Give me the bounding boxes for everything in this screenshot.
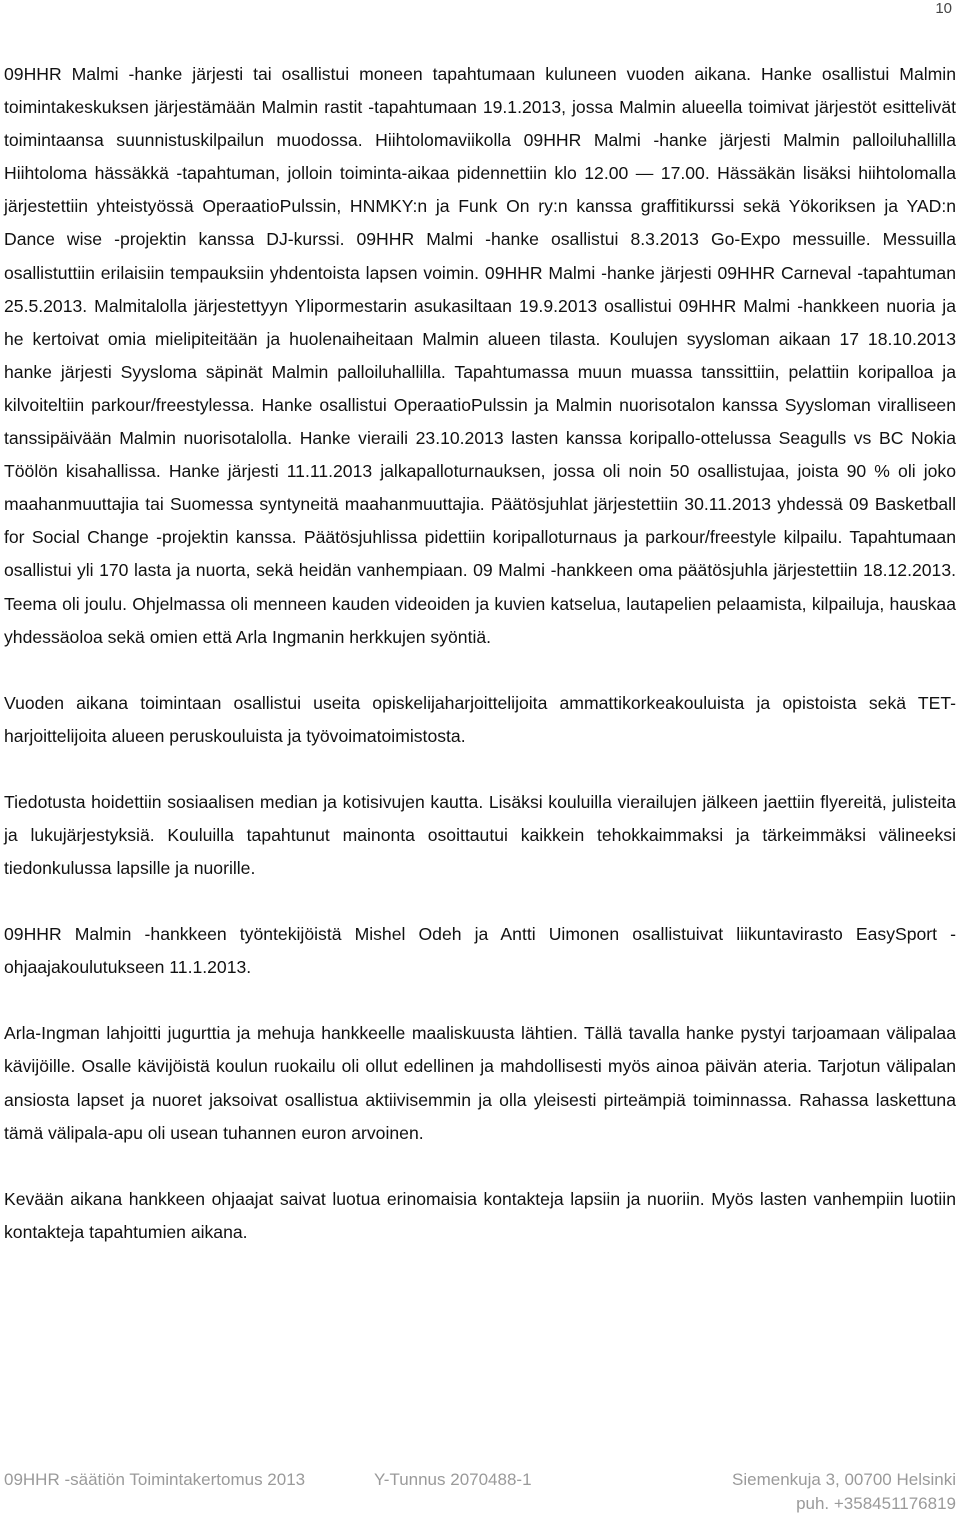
paragraph-communications: Tiedotusta hoidettiin sosiaalisen median ja kotisivujen kautta. Lisäksi kouluilla vierailujen jälkeen jaettiin flyereitä, julisteita ja lukujärjestyksiä. Kouluilla tapahtunut mainonta osoittautui kaikkein tehokkaimmaksi ja tärkeimmäksi välineeksi tiedonkulussa lapsille ja nuorille. bbox=[4, 791, 956, 879]
footer-address: Siemenkuja 3, 00700 Helsinki bbox=[732, 1470, 956, 1489]
document-body bbox=[4, 58, 956, 1249]
paragraph-interns: Vuoden aikana toimintaan osallistui useita opiskelijaharjoittelijoita ammattikorkeakouluista ja opistoista sekä TET-harjoittelijoita alueen peruskouluista ja työvoimatoimistosta. bbox=[4, 692, 956, 746]
footer-organization: 09HHR -säätiön Toimintakertomus 2013 bbox=[4, 1470, 306, 1489]
paragraph-contacts: Kevään aikana hankkeen ohjaajat saivat luotua erinomaisia kontakteja lapsiin ja nuoriin. Myös lasten vanhempiin luotiin kontakteja tapahtumien aikana. bbox=[4, 1188, 956, 1242]
page-footer bbox=[4, 1470, 956, 1514]
paragraph-snacks: Arla-Ingman lahjoitti jugurttia ja mehuja hankkeelle maaliskuusta lähtien. Tällä tavalla hanke pystyi tarjoamaan välipalaa kävijöille. Osalle kävijöistä koulun ruokailu oli ollut edellinen ja mahdollisesti myös ainoa päivän ateria. Tarjotun välipalan ansiosta lapset ja nuoret jaksoivat osallistua aktiivisemmin ja olla yleisesti pirteämpiä toiminnassa. Rahassa laskettuna tämä välipala-apu oli usean tuhannen euron arvoinen. bbox=[4, 1023, 956, 1143]
footer-phone: puh. +358451176819 bbox=[796, 1494, 956, 1513]
paragraph-training: 09HHR Malmin -hankkeen työntekijöistä Mishel Odeh ja Antti Uimonen osallistuivat liikuntavirasto EasySport -ohjaajakoulutukseen 11.1.2013. bbox=[4, 924, 956, 978]
paragraph-events: 09HHR Malmi -hanke järjesti tai osallistui moneen tapahtumaan kuluneen vuoden aikana. Hanke osallistui Malmin toimintakeskuksen järjestämään Malmin rastit -tapahtumaan 19.1.2013, jossa Malmin alueella toimivat järjestöt esittelivät toimintaansa suunnistuskilpailun muodossa. Hiihtolomaviikolla 09HHR Malmi -hanke järjesti Malmin palloiluhallilla Hiihtoloma hässäkkä -tapahtuman, jolloin toiminta-aikaa pidennettiin klo 12.00 — 17.00. Hässäkän lisäksi hiihtolomalla järjestettiin yhteistyössä OperaatioPulssin, HNMKY:n ja Funk On ry:n kanssa graffitikurssi sekä Yökoriksen ja YAD:n Dance wise -projektin kanssa DJ-kurssi. 09HHR Malmi -hanke osallistui 8.3.2013 Go-Expo messuille. Messuilla osallistuttiin erilaisiin tempauksiin yhdentoista lapsen voimin. 09HHR Malmi -hanke järjesti 09HHR Carneval -tapahtuman 25.5.2013. Malmitalolla järjestettyyn Ylipormestarin asukasiltaan 19.9.2013 osallistui 09HHR Malmi -hankkeen nuoria ja he kertoivat omia mielipiteitään ja huolenaiheitaan Malmin alueen tilasta. Koulujen syysloman aikaan 17 18.10.2013 hanke järjesti Syysloma säpinät Malmin palloiluhallilla. Tapahtumassa muun muassa tanssittiin, pelattiin koripalloa ja kilvoiteltiin parkour/freestylessa. Hanke osallistui OperaatioPulssin ja Malmin nuorisotalon kanssa Syysloman viralliseen tanssipäivään Malmin nuorisotalolla. Hanke vieraili 23.10.2013 lasten kanssa koripallo-ottelussa Seagulls vs BC Nokia Töölön kisahallissa. Hanke järjesti 11.11.2013 jalkapalloturnauksen, jossa oli noin 50 osallistujaa, joista 90 % oli joko maahanmuuttajia tai Suomessa syntyneitä maahanmuuttajia. Päätösjuhlat järjestettiin 30.11.2013 yhdessä 09 Basketball for Social Change -projektin kanssa. Päätösjuhlissa pidettiin koripalloturnaus ja parkour/freestyle kilpailu. Tapahtumaan osallistui yli 170 lasta ja nuorta, sekä heidän vanhempiaan. 09 Malmi -hankkeen oma päätösjuhla järjestettiin 18.12.2013. Teema oli joulu. Ohjelmassa oli menneen kauden videoiden ja kuvien katselua, lautapelien pelaamista, kilpailuja, hauskaa yhdessäoloa sekä omien että Arla Ingmanin herkkujen syöntiä. bbox=[4, 64, 956, 647]
page-number: 10 bbox=[935, 0, 952, 17]
footer-business-id: Y-Tunnus 2070488-1 bbox=[374, 1470, 532, 1489]
